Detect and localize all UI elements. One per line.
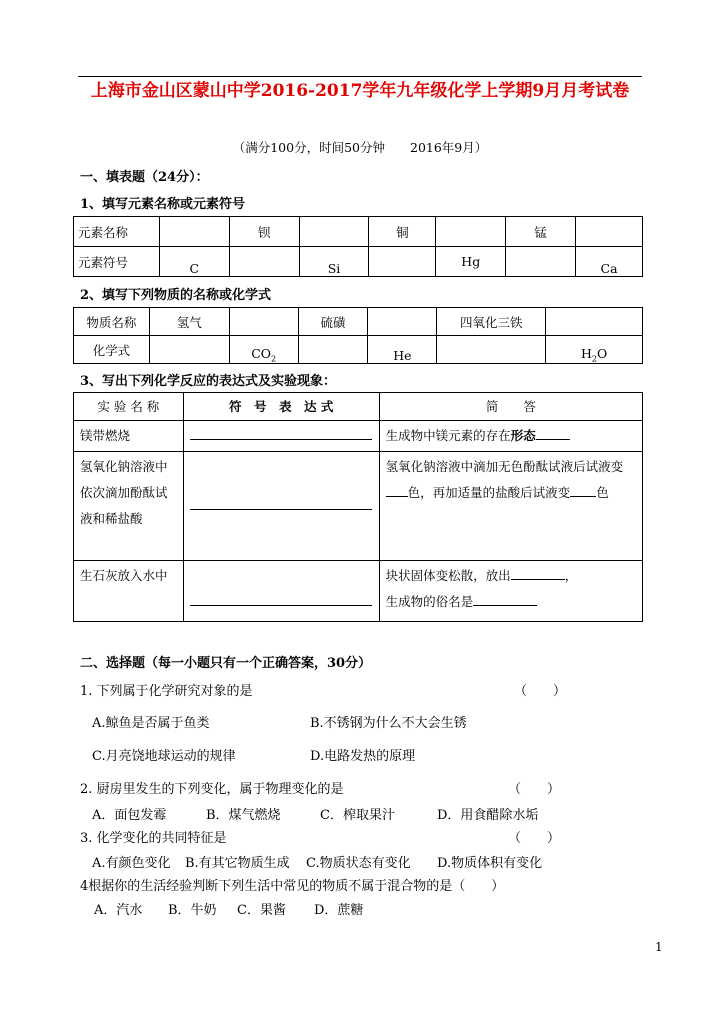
formula-blank[interactable] [183,561,379,622]
table-cell: He [368,336,437,364]
answer-text: 块状固体变松散，放出 [385,568,511,583]
question-stem: 3. 化学变化的共同特征是 [80,831,227,846]
section1-heading: 一、填表题（24分）： [80,170,209,185]
exam-subtitle: （满分100分，时间50分钟 2016年9月） [232,140,488,155]
formula-main: O [596,345,608,361]
table-cell: 四氧化三铁 [437,308,546,336]
element-table [73,216,643,277]
option-c[interactable]: C.月亮饶地球运动的规律 [92,749,236,764]
answer-cell [379,561,642,622]
table-cell: Si [299,247,369,277]
table-cell [436,217,506,247]
page-title: 上海市金山区蒙山中学2016-2017学年九年级化学上学期9月月考试卷 [90,81,630,101]
table-row [74,336,643,364]
table-row [74,452,643,561]
page-number: 1 [655,940,663,954]
table-cell [298,336,368,364]
option-d[interactable]: D．蔗糖 [314,903,364,918]
question-stem: 2. 厨房里发生的下列变化，属于物理变化的是 [80,782,344,797]
table-cell: Hg [436,247,506,277]
option-d[interactable]: D．用食醋除水垢 [437,808,539,823]
formula-main: H [580,345,592,361]
question-stem: 4根据你的生活经验判断下列生活中常见的物质不属于混合物的是（ ） [80,879,505,894]
option-c[interactable]: C．果酱 [237,903,286,918]
q1-heading: 1、填写元素名称或元素符号 [80,197,246,212]
table-row [74,561,643,622]
table-cell: 化学式 [74,336,150,364]
answer-blank[interactable] [473,591,537,606]
formula-main: CO [251,345,272,361]
table-row [74,217,643,247]
table-cell [506,247,576,277]
option-a[interactable]: A．面包发霉 [92,808,167,823]
option-d[interactable]: D.电路发热的原理 [310,749,416,764]
table-row [74,421,643,452]
q3-heading: 3、写出下列化学反应的表达式及实验现象： [80,374,337,389]
formula-blank[interactable] [183,452,379,561]
table-cell [299,217,369,247]
answer-paren[interactable]: （ ） [514,684,567,699]
option-a[interactable]: A.有颜色变化 [92,856,171,871]
formula-blank[interactable] [183,421,379,452]
column-header: 实 验 名 称 [74,393,184,421]
table-cell [368,308,437,336]
blank-line [190,425,372,440]
table-cell: 铜 [369,217,436,247]
top-rule [78,76,642,77]
table-cell: 锰 [506,217,576,247]
option-b[interactable]: B．牛奶 [168,903,217,918]
option-c[interactable]: C．榨取果汁 [320,808,395,823]
h2o-cell [546,336,643,364]
section2-heading: 二、选择题（每一小题只有一个正确答案，30分） [80,656,372,671]
answer-paren[interactable]: （ ） [508,831,561,846]
reaction-table [73,392,643,622]
answer-cell [379,421,642,452]
formula-subscript: 2 [271,354,277,363]
option-a[interactable]: A．汽水 [94,903,143,918]
table-cell: 钡 [229,217,299,247]
table-row [74,308,643,336]
table-cell [437,336,546,364]
table-cell [229,308,298,336]
experiment-name: 生石灰放入水中 [74,561,184,622]
table-cell: 物质名称 [74,308,150,336]
answer-blank[interactable] [536,425,570,440]
answer-text: 氢氧化钠溶液中滴加无色酚酞试液后试液变 [385,459,624,474]
option-d[interactable]: D.物质体积有变化 [437,856,543,871]
co2-cell [229,336,298,364]
answer-bold-text: 形态 [510,428,536,443]
answer-blank[interactable] [386,482,408,497]
formula-subscript: 2 [591,354,597,363]
table-cell: Ca [576,247,643,277]
table-row [74,247,643,277]
table-cell [149,336,229,364]
table-cell [576,217,643,247]
answer-paren[interactable]: （ ） [508,782,561,797]
option-c[interactable]: C.物质状态有变化 [306,856,411,871]
table-cell: C [159,247,229,277]
table-cell [159,217,229,247]
answer-text: 生成物的俗名是 [385,594,474,609]
option-b[interactable]: B.不锈钢为什么不大会生锈 [310,716,467,731]
answer-text: 色 [596,485,609,500]
answer-cell [379,452,642,561]
answer-text: 色，再加适量的盐酸后试液变 [407,485,571,500]
table-cell: 硫磺 [298,308,368,336]
table-cell [229,247,299,277]
answer-blank[interactable] [511,565,565,580]
question-stem: 1. 下列属于化学研究对象的是 [80,684,253,699]
experiment-name: 镁带燃烧 [74,421,184,452]
answer-text: ， [564,568,578,583]
column-header: 符 号 表 达 式 [183,393,379,421]
answer-blank[interactable] [570,482,596,497]
table-cell [546,308,643,336]
table-header-row [74,393,643,421]
table-cell: 元素名称 [74,217,160,247]
table-cell: 氢气 [149,308,229,336]
column-header: 简 答 [379,393,642,421]
blank-line [190,495,372,510]
option-a[interactable]: A.鲸鱼是否属于鱼类 [92,716,210,731]
answer-text: 生成物中镁元素的存在 [385,428,511,443]
option-b[interactable]: B.有其它物质生成 [185,856,290,871]
option-b[interactable]: B．煤气燃烧 [206,808,281,823]
experiment-name: 氢氧化钠溶液中依次滴加酚酞试液和稀盐酸 [74,452,184,561]
q2-heading: 2、填写下列物质的名称或化学式 [80,288,272,303]
blank-line [190,591,372,606]
substance-table [73,307,643,364]
table-cell [369,247,436,277]
table-cell: 元素符号 [74,247,160,277]
